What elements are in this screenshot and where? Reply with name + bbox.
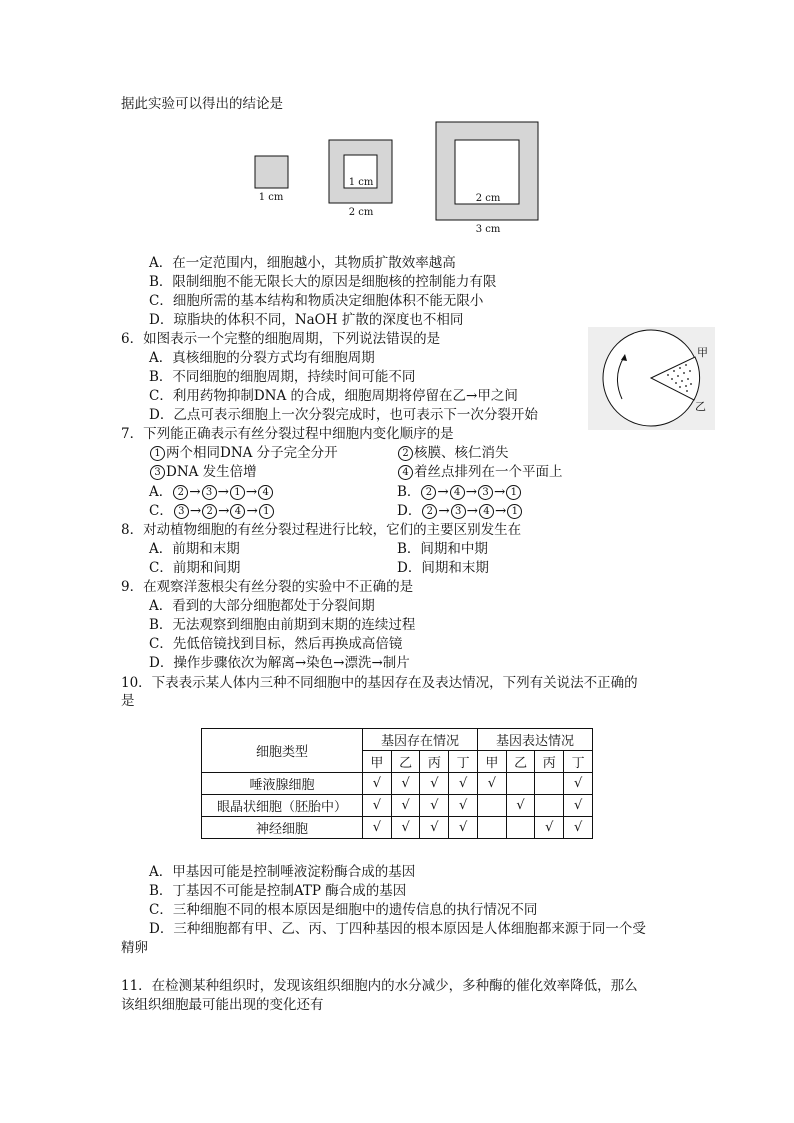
q6-option-d: D．乙点可表示细胞上一次分裂完成时，也可表示下一次分裂开始 [149, 407, 538, 423]
q10-option-a: A．甲基因可能是控制唾液淀粉酶合成的基因 [149, 864, 416, 880]
q5-option-d: D．琼脂块的体积不同，NaOH 扩散的深度也不相同 [149, 312, 464, 328]
agar-cube-figure [250, 118, 550, 238]
q10-option-b: B．丁基因不可能是控制ATP 酶合成的基因 [149, 883, 407, 899]
table-cell: √ [477, 773, 506, 795]
arrow: → [245, 484, 258, 500]
gene-header: 乙 [391, 751, 420, 773]
arrow: → [494, 503, 507, 519]
q8-option-d: D．间期和末期 [397, 560, 489, 576]
circled-number: 2 [173, 485, 188, 500]
circled-number: 3 [174, 504, 189, 519]
q11-line2: 该组织细胞最可能出现的变化还有 [121, 997, 324, 1013]
table-row [202, 817, 593, 839]
circled-number: 3 [478, 485, 493, 500]
medium-cube-inner-label: 1 cm [348, 177, 374, 188]
arrow: → [494, 484, 506, 500]
q5-option-a: A．在一定范围内，细胞越小，其物质扩散效率越高 [149, 255, 456, 271]
circled-number: 4 [258, 485, 273, 500]
circled-number: 2 [202, 504, 217, 519]
medium-cube-outer-label: 2 cm [348, 207, 374, 218]
table-cell [477, 817, 506, 839]
q6-option-a: A．真核细胞的分裂方式均有细胞周期 [149, 350, 375, 366]
circled-number: 3 [202, 485, 217, 500]
circled-number: 3 [451, 504, 466, 519]
q8-option-c: C．前期和间期 [149, 560, 241, 576]
q7-item-text: 核膜、核仁消失 [414, 445, 509, 461]
circled-number: 2 [421, 485, 436, 500]
q9-option-c: C．先低倍镜找到目标，然后再换成高倍镜 [149, 636, 403, 652]
q7-stem: 7．下列能正确表示有丝分裂过程中细胞内变化顺序的是 [121, 426, 454, 442]
table-cell: √ [564, 795, 593, 817]
circled-number: 4 [479, 504, 494, 519]
table-cell [506, 773, 535, 795]
gene-expression-table [201, 728, 593, 839]
gene-presence-header: 基因存在情况 [363, 729, 478, 751]
circled-number: 4 [398, 465, 413, 480]
circled-number: 2 [398, 446, 413, 461]
q6-option-c: C．利用药物抑制DNA 的合成，细胞周期将停留在乙→甲之间 [149, 388, 518, 404]
table-cell: √ [420, 773, 449, 795]
cell-type: 眼晶状细胞（胚胎中） [202, 795, 363, 817]
table-row [202, 773, 593, 795]
q10-stem-line1: 10．下表表示某人体内三种不同细胞中的基因存在及表达情况，下列有关说法不正确的 [121, 675, 638, 691]
circled-number: 1 [259, 504, 274, 519]
q9-option-d: D．操作步骤依次为解离→染色→漂洗→制片 [149, 655, 410, 671]
arrow: → [189, 484, 201, 500]
option-letter: D． [397, 503, 422, 519]
q5-option-c: C．细胞所需的基本结构和物质决定细胞体积不能无限小 [149, 293, 484, 309]
q9-stem: 9．在观察洋葱根尖有丝分裂的实验中不正确的是 [121, 579, 414, 595]
arrow: → [437, 484, 449, 500]
table-cell: √ [449, 795, 478, 817]
arrow: → [466, 503, 478, 519]
circled-number: 3 [150, 465, 165, 480]
q6-option-b: B．不同细胞的细胞周期，持续时间可能不同 [149, 369, 416, 385]
arrow: → [246, 503, 258, 519]
arrow: → [217, 484, 229, 500]
circled-number: 1 [150, 446, 165, 461]
q9-option-b: B．无法观察到细胞由前期到末期的连续过程 [149, 617, 416, 633]
table-cell: √ [449, 773, 478, 795]
gene-header: 丙 [420, 751, 449, 773]
q10-option-d-continued: 精卵 [121, 940, 148, 956]
large-cube [436, 122, 538, 235]
arrow: → [438, 503, 450, 519]
cell-type: 神经细胞 [202, 817, 363, 839]
table-cell: √ [363, 773, 392, 795]
table-cell: √ [564, 817, 593, 839]
q8-stem: 8．对动植物细胞的有丝分裂过程进行比较，它们的主要区别发生在 [121, 522, 522, 538]
q8-option-a: A．前期和末期 [149, 541, 240, 557]
circled-number: 2 [422, 504, 437, 519]
table-cell: √ [391, 773, 420, 795]
circled-number: 4 [230, 504, 245, 519]
table-cell [535, 773, 564, 795]
intro-text: 据此实验可以得出的结论是 [121, 96, 283, 112]
table-row [202, 795, 593, 817]
table-cell [506, 817, 535, 839]
table-cell: √ [391, 817, 420, 839]
figure-label-jia: 甲 [697, 346, 708, 359]
table-cell: √ [420, 817, 449, 839]
medium-cube [329, 140, 392, 218]
q10-option-c: C．三种细胞不同的根本原因是细胞中的遗传信息的执行情况不同 [149, 902, 538, 918]
q7-item-text: 着丝点排列在一个平面上 [414, 464, 563, 480]
circled-number: 1 [507, 504, 522, 519]
table-cell: √ [535, 817, 564, 839]
figure-label-yi: 乙 [695, 400, 706, 413]
arrow: → [218, 503, 230, 519]
large-cube-inner-label: 2 cm [475, 193, 501, 204]
gene-header: 丁 [449, 751, 478, 773]
q7-option-d [397, 502, 523, 521]
gene-expression-header: 基因表达情况 [477, 729, 592, 751]
arrow: → [465, 484, 478, 500]
q7-item-text: 两个相同DNA 分子完全分开 [166, 445, 338, 461]
q8-option-b: B．间期和中期 [397, 541, 488, 557]
q7-option-c [149, 502, 275, 521]
q7-option-b [397, 483, 522, 502]
table-header-row [202, 729, 593, 751]
q5-option-b: B．限制细胞不能无限长大的原因是细胞核的控制能力有限 [149, 274, 497, 290]
table-cell: √ [363, 795, 392, 817]
table-cell: √ [449, 817, 478, 839]
table-cell: √ [506, 795, 535, 817]
option-letter: B． [397, 484, 421, 500]
table-cell [535, 795, 564, 817]
q7-item-2 [397, 444, 509, 463]
large-cube-outer-label: 3 cm [475, 224, 501, 235]
q10-option-d: D．三种细胞都有甲、乙、丙、丁四种基因的根本原因是人体细胞都来源于同一个受 [149, 921, 646, 937]
cell-type-header: 细胞类型 [202, 729, 363, 773]
option-letter: C． [149, 503, 173, 519]
table-cell: √ [363, 817, 392, 839]
cell-type: 唾液腺细胞 [202, 773, 363, 795]
q7-item-text: DNA 发生倍增 [166, 464, 257, 480]
q11-line1: 11．在检测某种组织时，发现该组织细胞内的水分减少，多种酶的催化效率降低，那么 [121, 978, 638, 994]
arrow: → [189, 503, 202, 519]
gene-header: 乙 [506, 751, 535, 773]
table-cell: √ [420, 795, 449, 817]
small-cube-label: 1 cm [258, 192, 284, 203]
table-cell: √ [391, 795, 420, 817]
gene-header: 甲 [363, 751, 392, 773]
q7-item-3 [149, 463, 257, 482]
table-cell [477, 795, 506, 817]
gene-header: 丙 [535, 751, 564, 773]
q7-option-a [149, 483, 274, 502]
q10-stem-line2: 是 [121, 693, 135, 709]
table-cell: √ [564, 773, 593, 795]
q7-item-4 [397, 463, 563, 482]
q9-option-a: A．看到的大部分细胞都处于分裂间期 [149, 598, 375, 614]
small-cube [255, 156, 288, 203]
gene-header: 丁 [564, 751, 593, 773]
q6-stem: 6．如图表示一个完整的细胞周期，下列说法错误的是 [121, 331, 441, 347]
option-letter: A． [149, 484, 173, 500]
circled-number: 1 [506, 485, 521, 500]
circled-number: 4 [450, 485, 465, 500]
cell-cycle-figure [588, 327, 715, 430]
q7-item-1 [149, 444, 338, 463]
gene-header: 甲 [477, 751, 506, 773]
circled-number: 1 [230, 485, 245, 500]
